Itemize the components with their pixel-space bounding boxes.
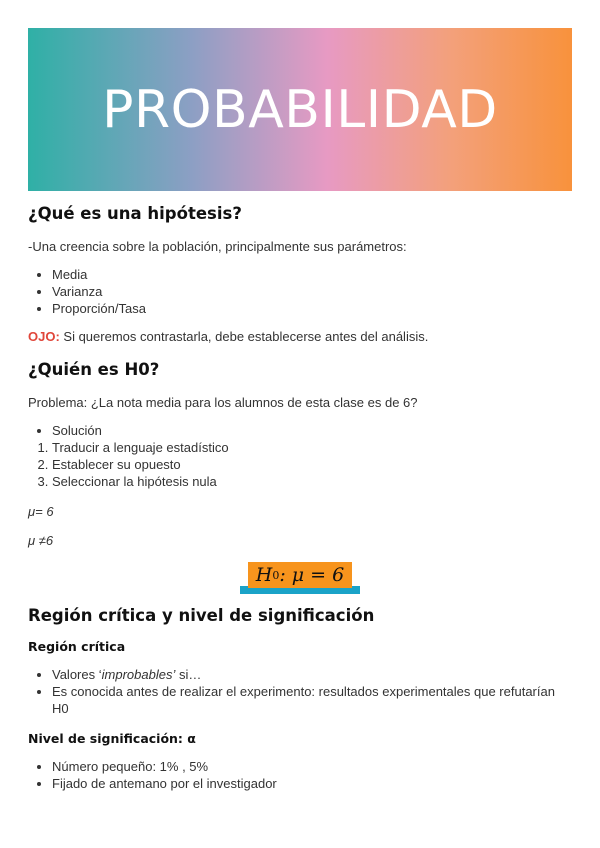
list-item: • Es conocida antes de realizar el experimento: resultados experimentales que refutarían H0 bbox=[52, 683, 572, 717]
problema-text: Problema: ¿La nota media para los alumnos de esta clase es de 6? bbox=[28, 395, 418, 410]
formula-container bbox=[28, 562, 572, 592]
list-item: 3. Seleccionar la hipótesis nula bbox=[52, 473, 572, 490]
solucion-list bbox=[28, 422, 572, 439]
item-emphasis: improbables’ bbox=[101, 667, 176, 682]
list-item: 1. Traducir a lenguaje estadístico bbox=[52, 439, 572, 456]
list-item: • Proporción/Tasa bbox=[52, 300, 572, 317]
formula-box bbox=[240, 562, 360, 592]
steps-list bbox=[28, 439, 572, 490]
equation-mu-not-equals: μ ≠6 bbox=[28, 533, 54, 548]
ojo-text: Si queremos contrastarla, debe establecerse antes del análisis. bbox=[59, 329, 429, 344]
list-item: • Varianza bbox=[52, 283, 572, 300]
list-item: 2. Establecer su opuesto bbox=[52, 456, 572, 473]
title-banner bbox=[28, 28, 572, 191]
formula-subscript: 0 bbox=[272, 568, 280, 582]
equation-mu-equals: μ= 6 bbox=[28, 504, 54, 519]
ojo-note bbox=[28, 329, 572, 344]
banner-title: PROBABILIDAD bbox=[102, 79, 498, 140]
subheading-nivel-significacion: Nivel de significación: α bbox=[28, 731, 196, 746]
nivel-significacion-list bbox=[28, 758, 572, 792]
formula-rest: : μ = 6 bbox=[279, 564, 345, 586]
list-item: • Número pequeño: 1% , 5% bbox=[52, 758, 572, 775]
hipotesis-intro: -Una creencia sobre la población, principalmente sus parámetros: bbox=[28, 239, 407, 254]
list-item: • Media bbox=[52, 266, 572, 283]
parametros-list bbox=[28, 266, 572, 317]
list-item bbox=[52, 666, 572, 683]
heading-region-critica: Región crítica y nivel de significación bbox=[28, 606, 375, 625]
heading-quien-es-h0: ¿Quién es H0? bbox=[28, 360, 160, 379]
ojo-label: OJO: bbox=[28, 329, 60, 344]
region-critica-list bbox=[28, 666, 572, 717]
list-item: • Fijado de antemano por el investigador bbox=[52, 775, 572, 792]
item-text: si… bbox=[175, 667, 202, 682]
list-item: • Solución bbox=[52, 422, 572, 439]
document-body bbox=[28, 200, 572, 792]
item-text: Valores ‘ bbox=[52, 667, 102, 682]
heading-que-es-hipotesis: ¿Qué es una hipótesis? bbox=[28, 204, 242, 223]
h0-formula bbox=[248, 562, 352, 588]
subheading-region-critica: Región crítica bbox=[28, 639, 126, 654]
formula-h: H bbox=[255, 564, 273, 586]
